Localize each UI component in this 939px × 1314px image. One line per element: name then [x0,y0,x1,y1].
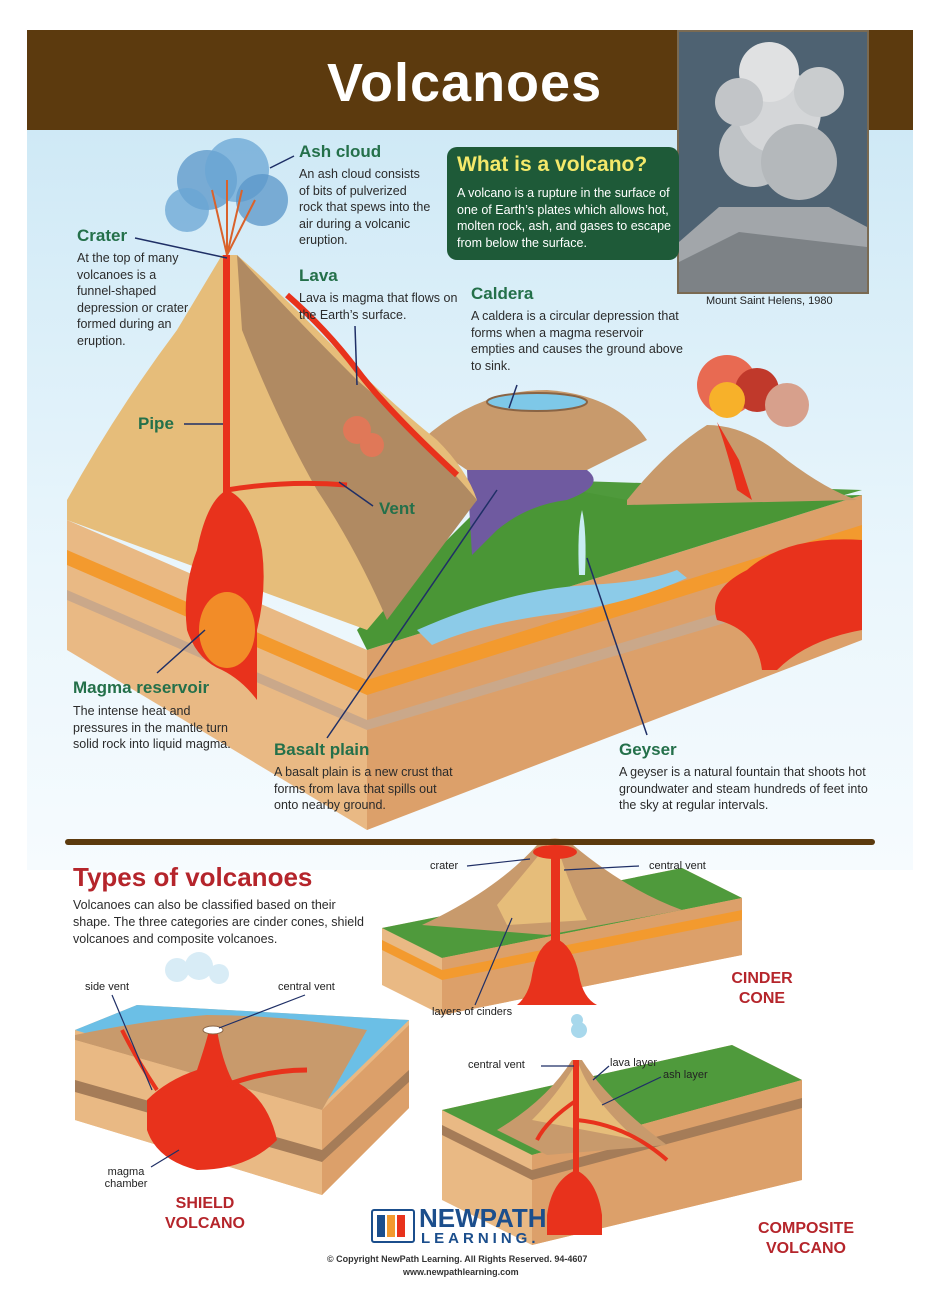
geyser-heading: Geyser [619,740,677,759]
ash-cloud-heading: Ash cloud [299,142,382,161]
magma-reservoir-text: The intense heat and pressures in the mantle turn solid rock into liquid magma. [73,704,231,751]
composite-ash-layer-label: ash layer [663,1069,708,1081]
basalt-plain-heading: Basalt plain [274,740,370,759]
section-divider [65,839,875,845]
composite-volcano-name-line2: VOLCANO [766,1240,846,1257]
caldera-heading: Caldera [471,284,534,303]
book-logo-icon [371,1209,415,1243]
cinder-layers-label: layers of cinders [432,1006,513,1018]
lava-text: Lava is magma that flows on the Earth’s surface. [299,291,458,322]
cinder-central-vent-label: central vent [649,860,706,872]
vent-heading: Vent [379,499,415,518]
composite-volcano-name [739,1219,873,1259]
shield-volcano-name-line2: VOLCANO [165,1215,245,1232]
shield-magma-label-line2: chamber [104,1178,148,1190]
ash-cloud-text: An ash cloud consists of bits of pulverized rock that spews into the air during a volcanic eruption. [299,167,431,247]
photo-caption: Mount Saint Helens, 1980 [706,295,833,307]
poster [27,30,913,1280]
basalt-plain-text: A basalt plain is a new crust that forms from lava that spills out onto nearby ground. [274,765,453,812]
shield-central-vent-label: central vent [278,981,335,993]
mount-saint-helens-photo [677,30,869,294]
shield-volcano-name-line1: SHIELD [175,1195,235,1212]
crater-heading: Crater [77,226,128,245]
cinder-cone-name [717,969,807,1009]
shield-magma-label-line1: magma [107,1166,145,1178]
page-title: Volcanoes [327,53,603,113]
crater-text: At the top of many volcanoes is a funnel-shaped depression or crater formed during an eruption. [77,251,189,348]
what-is-text: A volcano is a rupture in the surface of one of Earth’s plates which allows hot, molten rock, ash, and gases to escape from below the surface. [457,186,672,250]
shield-volcano-name [155,1194,255,1234]
geyser-text: A geyser is a natural fountain that shoots hot groundwater and steam hundreds of feet into the sky at regular intervals. [619,765,868,812]
what-is-heading: What is a volcano? [457,153,648,176]
composite-volcano-name-line1: COMPOSITE [757,1220,854,1237]
composite-central-vent-label: central vent [468,1059,525,1071]
types-heading: Types of volcanoes [73,862,313,892]
what-is-a-volcano-box [447,147,679,260]
website-text: www.newpathlearning.com [403,1267,519,1277]
shield-magma-chamber-label [100,1166,152,1190]
cinder-crater-label: crater [430,860,459,872]
types-text: Volcanoes can also be classified based on their shape. The three categories are cinder cones, shield volcanoes and composite volcanoes. [73,898,364,946]
brand-name: NEWPATH [419,1203,547,1233]
cinder-cone-name-line1: CINDER [731,970,793,987]
magma-reservoir-heading: Magma reservoir [73,678,210,697]
copyright-text: © Copyright NewPath Learning. All Rights Reserved. 94-4607 [327,1254,588,1264]
composite-lava-layer-label: lava layer [610,1057,658,1069]
cinder-cone-name-line2: CONE [738,990,786,1007]
lava-heading: Lava [299,266,338,285]
caldera-text: A caldera is a circular depression that forms when a magma reservoir empties and causes the ground above to sink. [471,309,683,373]
shield-side-vent-label: side vent [85,981,130,993]
pipe-heading: Pipe [138,414,174,433]
brand-sub: LEARNING. [421,1230,540,1247]
